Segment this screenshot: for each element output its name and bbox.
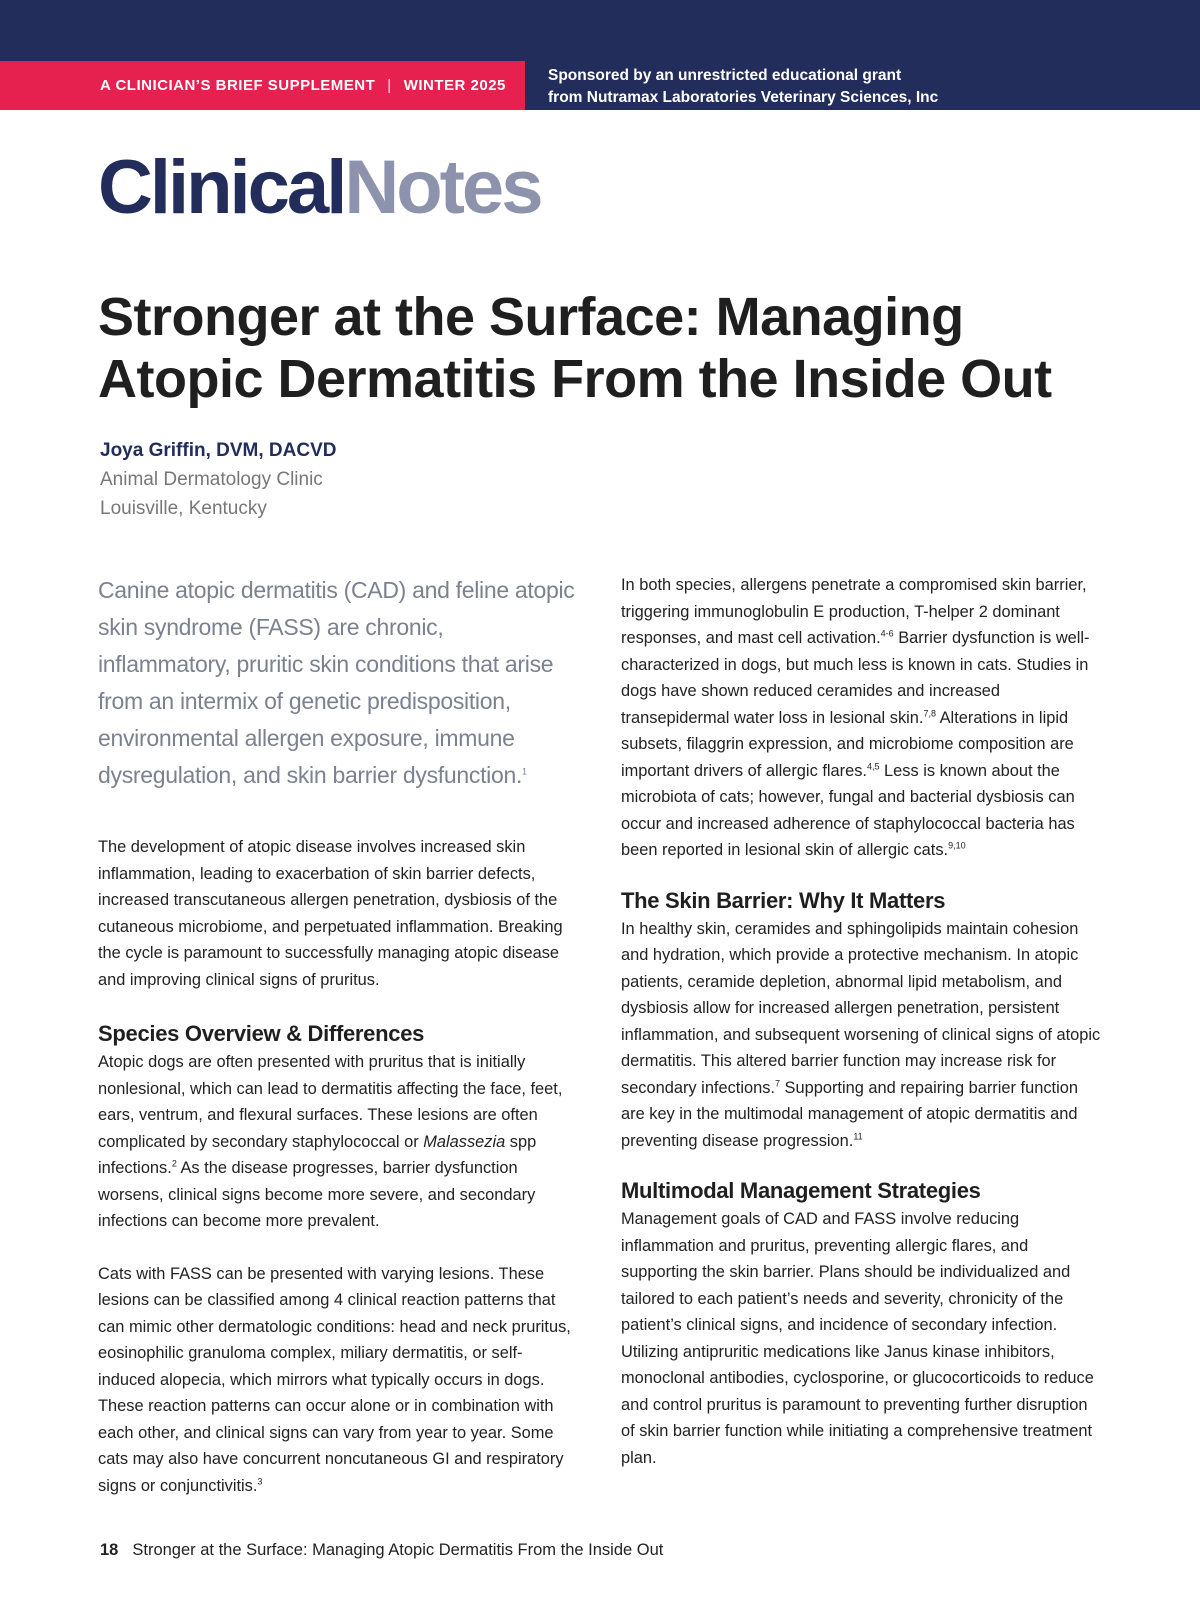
page-number: 18 (100, 1541, 119, 1559)
right-column (621, 572, 1101, 1493)
running-title: Stronger at the Surface: Managing Atopic Dermatitis From the Inside Out (132, 1541, 664, 1559)
author-name: Joya Griffin, DVM, DACVD (100, 440, 337, 461)
article-title: Stronger at the Surface: Managing Atopic Dermatitis From the Inside Out (98, 287, 1052, 409)
reference-superscript: 4-6 (880, 628, 894, 639)
reference-superscript: 1 (522, 766, 527, 777)
heading-species-overview: Species Overview & Differences (98, 1021, 425, 1046)
supplement-tab (0, 61, 525, 110)
heading-multimodal-management: Multimodal Management Strategies (621, 1178, 981, 1203)
cats-paragraph: Cats with FASS can be presented with varying lesions. These lesions can be classified among 4 clinical reaction patterns that can mimic other dermatologic conditions: head and neck pruritus, eosinophilic granuloma complex, miliary dermatitis, or self-induced alopecia, which mirrors what typically occurs in dogs. These reaction patterns can occur alone or in combination with each other, and clinical signs can vary from year to year. Some cats may also have concurrent noncutaneous GI and respiratory signs or conjunctivitis.$^3$ (98, 1264, 571, 1495)
left-column (98, 572, 578, 1525)
author-block (100, 436, 336, 523)
reference-superscript: 11 (853, 1131, 863, 1142)
reference-superscript: 3 (257, 1476, 263, 1487)
author-location: Louisville, Kentucky (100, 498, 267, 519)
lede-paragraph: Canine atopic dermatitis (CAD) and feline atopic skin syndrome (FASS) are chronic, inflammatory, pruritic skin conditions that arise from an intermix of genetic predisposition, environmental allergen exposure, immune dysregulation, and skin barrier dysfunction.$^1$ (98, 577, 575, 788)
sponsor-line-1: Sponsored by an unrestricted educational grant (548, 67, 902, 84)
reference-superscript: 9,10 (948, 840, 966, 851)
sponsor-note (548, 65, 938, 109)
reference-superscript: 4,5 (866, 761, 880, 772)
season-label: WINTER 2025 (403, 77, 506, 94)
supplement-label: A CLINICIAN’S BRIEF SUPPLEMENT (100, 77, 376, 94)
reference-superscript: 7 (774, 1078, 780, 1089)
sponsor-line-2: from Nutramax Laboratories Veterinary Sciences, Inc (548, 89, 939, 106)
intro-paragraph: The development of atopic disease involves increased skin inflammation, leading to exacerbation of skin barrier defects, increased transcutaneous allergen penetration, dysbiosis of the cutaneous microbiome, and perpetuated inflammation. Breaking the cycle is paramount to successfully managing atopic disease and improving clinical signs of pruritus. (98, 838, 563, 989)
both-species-paragraph: In both species, allergens penetrate a compromised skin barrier, triggering immunoglobulin E production, T-helper 2 dominant responses, and mast cell activation.$^{4-6}$ Barrier dysfunction is well-characterized in dogs, but much less is known in cats. Studies in dogs have shown reduced ceramides and increased transepidermal water loss in lesional skin.$^{7,8}$ Alterations in lipid subsets, filaggrin expression, and microbiome composition are important drivers of allergic flares.$^{4,5}$ Less is known about the microbiota of cats; however, fungal and bacterial dysbiosis can occur and increased adherence of staphylococcal bacteria has been reported in lesional skin of allergic cats.$^{9,10}$ (621, 576, 1090, 859)
logo-part-notes: Notes (344, 145, 541, 230)
header-separator: | (387, 77, 392, 94)
reference-superscript: 7,8 (923, 708, 936, 719)
dogs-paragraph: Atopic dogs are often presented with pruritus that is initially nonlesional, which can lead to dermatitis affecting the face, feet, ears, ventrum, and flexural surfaces. These lesions are often complicated by secondary staphylococcal or Malassezia spp infections.$^2$ As the disease progresses, barrier dysfunction worsens, clinical signs become more severe, and secondary infections can become more prevalent. (98, 1053, 563, 1230)
author-affiliation: Animal Dermatology Clinic (100, 469, 323, 490)
page-footer (100, 1541, 663, 1560)
clinical-notes-logo (98, 145, 541, 230)
logo-part-clinical: Clinical (98, 145, 345, 230)
management-paragraph: Management goals of CAD and FASS involve reducing inflammation and pruritus, preventing allergic flares, and supporting the skin barrier. Plans should be individualized and tailored to each patient’s needs and severity, chronicity of the patient’s clinical signs, and incidence of secondary infection. Utilizing antipruritic medications like Janus kinase inhibitors, monoclonal antibodies, cyclosporine, or glucocorticoids to reduce and control pruritus is paramount to preventing further disruption of skin barrier function while initiating a comprehensive treatment plan. (621, 1210, 1094, 1467)
skin-barrier-paragraph: In healthy skin, ceramides and sphingolipids maintain cohesion and hydration, which provide a protective mechanism. In atopic patients, ceramide depletion, abnormal lipid metabolism, and dysbiosis allow for increased allergen penetration, persistent inflammation, and subsequent worsening of clinical signs of atopic dermatitis. This altered barrier function may increase risk for secondary infections.$^7$ Supporting and repairing barrier function are key in the multimodal management of atopic dermatitis and preventing disease progression.$^{11}$ (621, 919, 1101, 1150)
reference-superscript: 2 (171, 1158, 177, 1169)
heading-skin-barrier: The Skin Barrier: Why It Matters (621, 887, 946, 913)
